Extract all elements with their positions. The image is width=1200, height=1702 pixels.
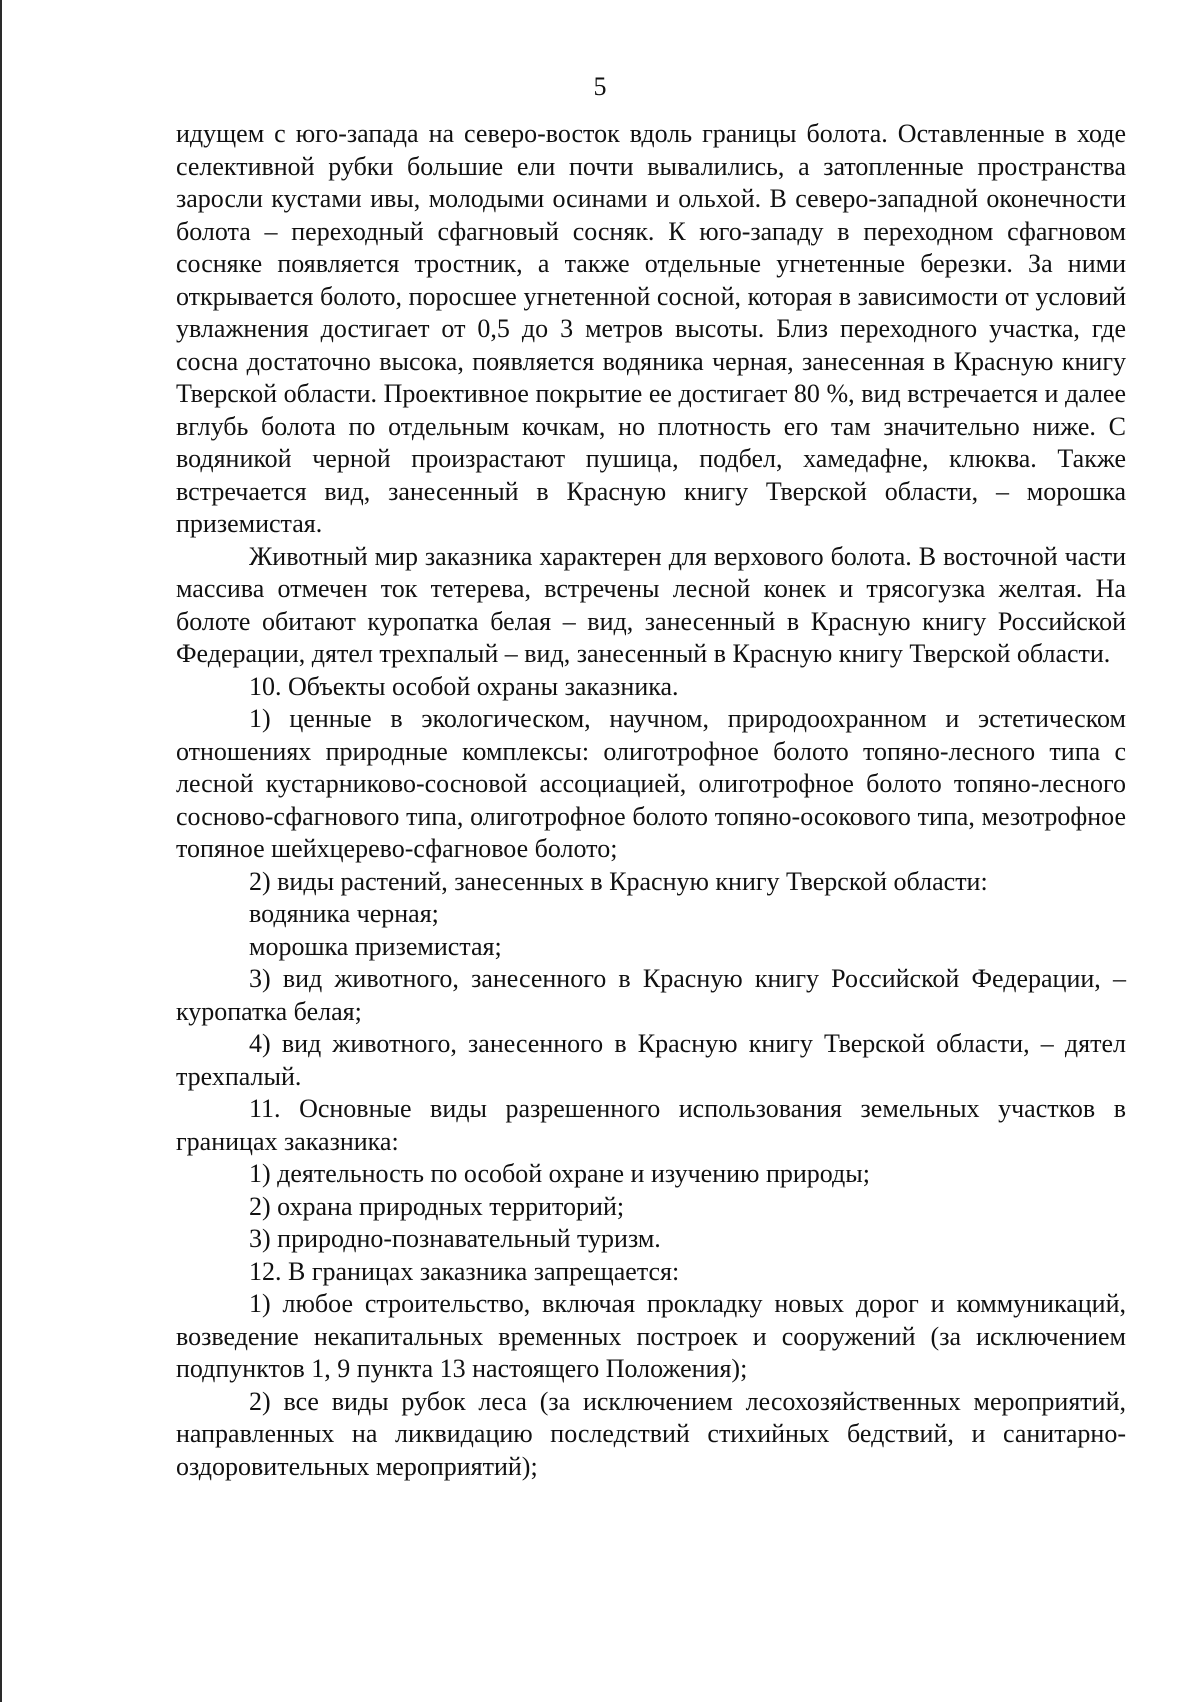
section-10-item-2-species-2: морошка приземистая; bbox=[249, 931, 502, 961]
section-10-item-3: 3) вид животного, занесенного в Красную книгу Российской Федерации, – куропатка белая; bbox=[176, 964, 1126, 1026]
section-11-item-1: 1) деятельность по особой охране и изучению природы; bbox=[249, 1159, 870, 1188]
page-number: 5 bbox=[593, 72, 607, 101]
section-10-item-4: 4) вид животного, занесенного в Красную книгу Тверской области, – дятел трехпалый. bbox=[176, 1029, 1126, 1091]
section-12-item-2: 2) все виды рубок леса (за исключением лесохозяйственных мероприятий, направленных на ликвидацию последствий стихийных бедствий, и санитарно-оздоровительных мероприятий); bbox=[176, 1386, 1126, 1481]
paragraph-bog-vegetation: идущем с юго-запада на северо-восток вдоль границы болота. Оставленные в ходе селективной рубки большие ели почти вывалились, а затопленные пространства заросли кустами ивы, молодыми осинами и ольхой. В северо-западной оконечности болота – переходный сфагновый сосняк. К юго-западу в переходном сфагновом сосняке появляется тростник, а также отдельные угнетенные березки. За ними открывается болото, поросшее угнетенной сосной, которая в зависимости от условий увлажнения достигает от 0,5 до 3 метров высоты. Близ переходного участка, где сосна достаточно высока, появляется водяника черная, занесенная в Красную книгу Тверской области. Проективное покрытие ее достигает 80 %, вид встречается и далее вглубь болота по отдельным кочкам, но плотность его там значительно ниже. С водяникой черной произрастают пушица, подбел, хамедафне, клюква. Также встречается вид, занесенный в Красную книгу Тверской области, – морошка приземистая. bbox=[176, 119, 1126, 538]
section-12-heading: 12. В границах заказника запрещается: bbox=[249, 1256, 680, 1286]
section-10-item-2: 2) виды растений, занесенных в Красную книгу Тверской области: bbox=[249, 866, 988, 896]
section-11-item-3: 3) природно-познавательный туризм. bbox=[249, 1224, 661, 1253]
section-12-item-1: 1) любое строительство, включая прокладку новых дорог и коммуникаций, возведение некапитальных временных построек и сооружений (за исключением подпунктов 1, 9 пункта 13 настоящего Положения); bbox=[176, 1289, 1126, 1383]
section-10-item-2-species-1: водяника черная; bbox=[249, 899, 439, 928]
paragraph-fauna: Животный мир заказника характерен для верхового болота. В восточной части массива отмечен ток тетерева, встречены лесной конек и трясогузка желтая. На болоте обитают куропатка белая – вид, занесенный в Красную книгу Российской Федерации, дятел трехпалый – вид, занесенный в Красную книгу Тверской области. bbox=[176, 541, 1126, 668]
scan-edge-line bbox=[0, 0, 2, 1702]
section-11-heading: 11. Основные виды разрешенного использования земельных участков в границах заказника: bbox=[176, 1094, 1126, 1156]
section-10-item-1: 1) ценные в экологическом, научном, природоохранном и эстетическом отношениях природные комплексы: олиготрофное болото топяно-лесного типа с лесной кустарниково-сосновой ассоциацией, олиготрофное болото топяно-лесного сосново-сфагнового типа, олиготрофное болото топяно-осокового типа, мезотрофное топяное шейхцерево-сфагновое болото; bbox=[176, 704, 1126, 863]
section-10-heading: 10. Объекты особой охраны заказника. bbox=[249, 671, 679, 701]
document-body bbox=[176, 118, 1126, 1483]
section-11-item-2: 2) охрана природных территорий; bbox=[249, 1191, 625, 1221]
